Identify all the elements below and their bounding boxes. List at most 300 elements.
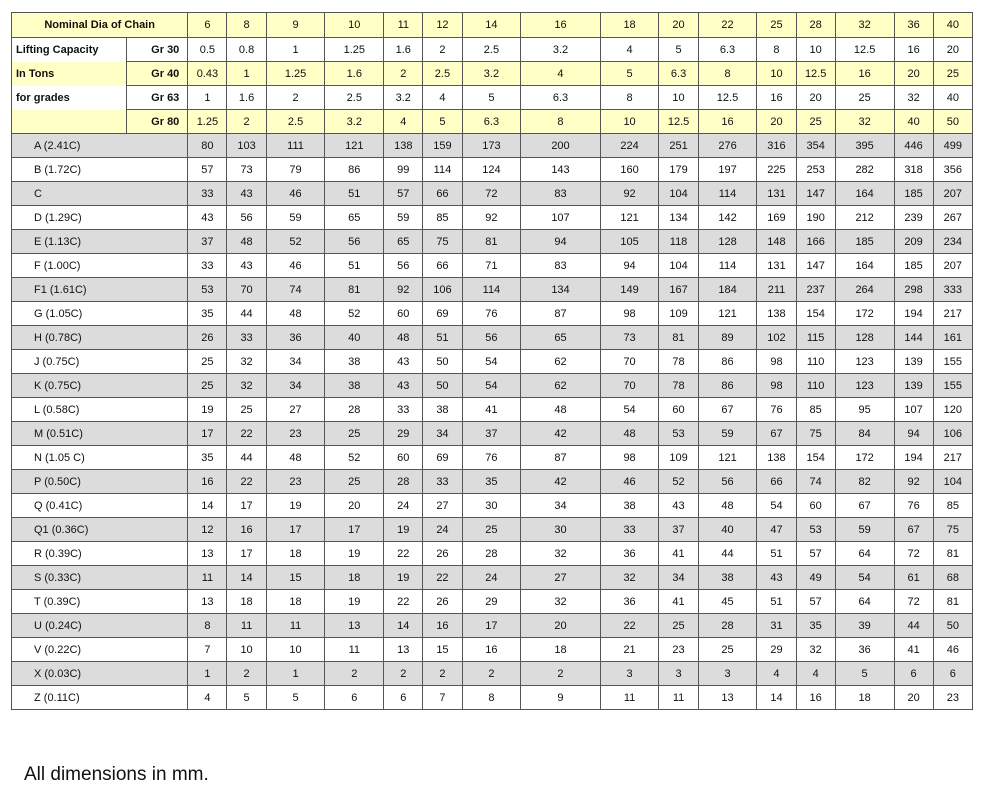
- dimension-value-cell: 104: [659, 182, 698, 206]
- dimension-value-cell: 62: [521, 374, 600, 398]
- dimension-value-cell: 16: [796, 686, 835, 710]
- dimension-value-cell: 76: [894, 494, 933, 518]
- dimension-value-cell: 84: [835, 422, 894, 446]
- dimension-row: [12, 398, 973, 422]
- capacity-cell: 4: [521, 62, 600, 86]
- dimension-value-cell: 72: [462, 182, 521, 206]
- capacity-cell: 8: [521, 110, 600, 134]
- dimension-value-cell: 20: [894, 686, 933, 710]
- dimension-value-cell: 139: [894, 374, 933, 398]
- dimension-value-cell: 64: [835, 590, 894, 614]
- dimension-value-cell: 66: [757, 470, 796, 494]
- dimension-value-cell: 95: [835, 398, 894, 422]
- grade-label: Gr 40: [127, 62, 188, 86]
- dimension-value-cell: 18: [325, 566, 384, 590]
- dimension-value-cell: 74: [796, 470, 835, 494]
- dimension-value-cell: 114: [423, 158, 462, 182]
- dimension-name: S (0.33C): [12, 566, 188, 590]
- capacity-cell: 32: [835, 110, 894, 134]
- capacity-cell: 20: [894, 62, 933, 86]
- capacity-cell: 40: [894, 110, 933, 134]
- dimension-value-cell: 98: [600, 302, 659, 326]
- dimension-row: [12, 302, 973, 326]
- dimension-row: [12, 134, 973, 158]
- capacity-cell: 6.3: [462, 110, 521, 134]
- dimension-value-cell: 2: [325, 662, 384, 686]
- dimension-value-cell: 46: [600, 470, 659, 494]
- dimension-row: [12, 590, 973, 614]
- dimension-value-cell: 446: [894, 134, 933, 158]
- dimension-value-cell: 23: [266, 470, 325, 494]
- dimension-value-cell: 57: [796, 542, 835, 566]
- dimension-value-cell: 217: [933, 302, 972, 326]
- dimension-value-cell: 154: [796, 302, 835, 326]
- dimension-value-cell: 36: [600, 542, 659, 566]
- dimension-value-cell: 34: [266, 350, 325, 374]
- capacity-cell: 16: [894, 38, 933, 62]
- dimension-value-cell: 28: [462, 542, 521, 566]
- diameter-header-cell: 25: [757, 13, 796, 38]
- dimension-value-cell: 138: [384, 134, 423, 158]
- dimension-value-cell: 149: [600, 278, 659, 302]
- dimension-value-cell: 13: [698, 686, 757, 710]
- dimension-value-cell: 25: [188, 374, 227, 398]
- dimension-value-cell: 85: [796, 398, 835, 422]
- diameter-header-cell: 20: [659, 13, 698, 38]
- dimension-name: X (0.03C): [12, 662, 188, 686]
- dimension-value-cell: 22: [384, 590, 423, 614]
- dimension-value-cell: 54: [462, 350, 521, 374]
- dimension-value-cell: 75: [423, 230, 462, 254]
- dimension-value-cell: 81: [933, 542, 972, 566]
- dimension-value-cell: 44: [227, 446, 266, 470]
- dimension-row: [12, 182, 973, 206]
- dimension-value-cell: 7: [423, 686, 462, 710]
- dimension-value-cell: 54: [835, 566, 894, 590]
- dimension-value-cell: 43: [384, 350, 423, 374]
- dimension-value-cell: 143: [521, 158, 600, 182]
- capacity-cell: 3.2: [521, 38, 600, 62]
- dimension-row: [12, 470, 973, 494]
- dimension-value-cell: 19: [384, 518, 423, 542]
- dimension-value-cell: 26: [423, 590, 462, 614]
- dimension-row: [12, 494, 973, 518]
- dimension-value-cell: 128: [835, 326, 894, 350]
- capacity-cell: 1.25: [266, 62, 325, 86]
- nominal-dia-label: Nominal Dia of Chain: [12, 13, 188, 38]
- dimension-value-cell: 37: [188, 230, 227, 254]
- dimension-value-cell: 107: [521, 206, 600, 230]
- dimension-name: B (1.72C): [12, 158, 188, 182]
- dimension-value-cell: 41: [894, 638, 933, 662]
- dimension-value-cell: 6: [933, 662, 972, 686]
- dimension-name: M (0.51C): [12, 422, 188, 446]
- dimension-value-cell: 253: [796, 158, 835, 182]
- dimension-value-cell: 138: [757, 302, 796, 326]
- dimension-value-cell: 11: [227, 614, 266, 638]
- dimension-value-cell: 15: [266, 566, 325, 590]
- dimension-value-cell: 41: [462, 398, 521, 422]
- dimension-value-cell: 44: [227, 302, 266, 326]
- dimension-value-cell: 87: [521, 446, 600, 470]
- dimension-value-cell: 59: [835, 518, 894, 542]
- dimension-name: Q (0.41C): [12, 494, 188, 518]
- dimension-value-cell: 316: [757, 134, 796, 158]
- dimension-value-cell: 3: [659, 662, 698, 686]
- dimension-value-cell: 234: [933, 230, 972, 254]
- dimension-value-cell: 19: [325, 542, 384, 566]
- dimension-value-cell: 46: [266, 254, 325, 278]
- dimension-value-cell: 25: [188, 350, 227, 374]
- dimension-value-cell: 51: [325, 254, 384, 278]
- dimension-value-cell: 98: [757, 350, 796, 374]
- dimension-value-cell: 86: [698, 350, 757, 374]
- dimension-value-cell: 92: [600, 182, 659, 206]
- dimension-value-cell: 11: [266, 614, 325, 638]
- dimension-value-cell: 14: [188, 494, 227, 518]
- diameter-header-cell: 22: [698, 13, 757, 38]
- dimension-value-cell: 1: [266, 662, 325, 686]
- dimension-value-cell: 52: [266, 230, 325, 254]
- dimension-value-cell: 38: [698, 566, 757, 590]
- dimension-value-cell: 161: [933, 326, 972, 350]
- dimension-value-cell: 74: [266, 278, 325, 302]
- dimension-value-cell: 33: [384, 398, 423, 422]
- dimension-value-cell: 35: [462, 470, 521, 494]
- capacity-cell: 16: [757, 86, 796, 110]
- dimension-value-cell: 29: [384, 422, 423, 446]
- dimension-value-cell: 147: [796, 254, 835, 278]
- dimension-value-cell: 92: [384, 278, 423, 302]
- dimension-value-cell: 70: [600, 350, 659, 374]
- dimension-value-cell: 14: [227, 566, 266, 590]
- dimension-value-cell: 42: [521, 422, 600, 446]
- capacity-cell: 10: [600, 110, 659, 134]
- dimension-value-cell: 35: [796, 614, 835, 638]
- dimension-value-cell: 167: [659, 278, 698, 302]
- dimension-value-cell: 81: [659, 326, 698, 350]
- dimension-value-cell: 13: [325, 614, 384, 638]
- dimension-value-cell: 33: [227, 326, 266, 350]
- dimension-value-cell: 200: [521, 134, 600, 158]
- dimension-value-cell: 106: [933, 422, 972, 446]
- dimension-value-cell: 8: [462, 686, 521, 710]
- dimension-value-cell: 31: [757, 614, 796, 638]
- diameter-header-cell: 28: [796, 13, 835, 38]
- dimension-value-cell: 48: [698, 494, 757, 518]
- dimension-row: [12, 542, 973, 566]
- dimension-value-cell: 82: [835, 470, 894, 494]
- dimension-value-cell: 169: [757, 206, 796, 230]
- dimension-value-cell: 121: [600, 206, 659, 230]
- dimension-value-cell: 6: [325, 686, 384, 710]
- capacity-cell: 0.5: [188, 38, 227, 62]
- dimension-value-cell: 75: [933, 518, 972, 542]
- dimension-value-cell: 159: [423, 134, 462, 158]
- dimension-value-cell: 18: [835, 686, 894, 710]
- dimension-value-cell: 24: [423, 518, 462, 542]
- capacity-cell: 20: [796, 86, 835, 110]
- lifting-capacity-row: [12, 62, 973, 86]
- dimension-value-cell: 37: [462, 422, 521, 446]
- diameter-header-cell: 6: [188, 13, 227, 38]
- dimension-value-cell: 34: [659, 566, 698, 590]
- dimension-value-cell: 25: [659, 614, 698, 638]
- dimension-name: L (0.58C): [12, 398, 188, 422]
- capacity-cell: 12.5: [698, 86, 757, 110]
- dimension-value-cell: 48: [266, 302, 325, 326]
- dimension-value-cell: 13: [384, 638, 423, 662]
- dimension-value-cell: 18: [227, 590, 266, 614]
- dimension-row: [12, 350, 973, 374]
- diameter-header-cell: 36: [894, 13, 933, 38]
- dimension-value-cell: 155: [933, 350, 972, 374]
- dimension-value-cell: 17: [227, 542, 266, 566]
- dimension-value-cell: 40: [698, 518, 757, 542]
- dimension-value-cell: 33: [188, 182, 227, 206]
- dimension-value-cell: 35: [188, 446, 227, 470]
- capacity-cell: 5: [659, 38, 698, 62]
- dimension-value-cell: 39: [835, 614, 894, 638]
- dimension-value-cell: 123: [835, 350, 894, 374]
- dimension-value-cell: 185: [894, 254, 933, 278]
- capacity-cell: 25: [835, 86, 894, 110]
- dimension-value-cell: 37: [659, 518, 698, 542]
- dimension-value-cell: 51: [423, 326, 462, 350]
- dimension-value-cell: 225: [757, 158, 796, 182]
- dimension-value-cell: 73: [600, 326, 659, 350]
- dimension-value-cell: 267: [933, 206, 972, 230]
- dimension-value-cell: 56: [462, 326, 521, 350]
- dimension-value-cell: 4: [796, 662, 835, 686]
- chain-dimension-table: [11, 12, 973, 710]
- dimension-value-cell: 114: [698, 182, 757, 206]
- dimension-value-cell: 53: [659, 422, 698, 446]
- capacity-cell: 6.3: [659, 62, 698, 86]
- dimension-value-cell: 22: [423, 566, 462, 590]
- capacity-cell: 20: [757, 110, 796, 134]
- dimension-value-cell: 38: [325, 374, 384, 398]
- dimension-value-cell: 32: [521, 542, 600, 566]
- dimension-value-cell: 41: [659, 542, 698, 566]
- dimension-row: [12, 638, 973, 662]
- dimension-value-cell: 24: [462, 566, 521, 590]
- dimension-value-cell: 2: [384, 662, 423, 686]
- dimension-value-cell: 173: [462, 134, 521, 158]
- dimension-value-cell: 17: [227, 494, 266, 518]
- capacity-cell: 2: [227, 110, 266, 134]
- dimension-value-cell: 69: [423, 446, 462, 470]
- dimension-value-cell: 111: [266, 134, 325, 158]
- dimension-value-cell: 19: [384, 566, 423, 590]
- dimension-value-cell: 65: [384, 230, 423, 254]
- capacity-cell: 25: [796, 110, 835, 134]
- dimension-value-cell: 38: [423, 398, 462, 422]
- dimension-value-cell: 298: [894, 278, 933, 302]
- dimension-value-cell: 54: [757, 494, 796, 518]
- capacity-cell: 20: [933, 38, 972, 62]
- dimension-value-cell: 11: [325, 638, 384, 662]
- dimension-value-cell: 2: [462, 662, 521, 686]
- dimension-value-cell: 105: [600, 230, 659, 254]
- diameter-header-cell: 14: [462, 13, 521, 38]
- lifting-capacity-label: [12, 110, 127, 134]
- dimension-value-cell: 73: [227, 158, 266, 182]
- dimension-value-cell: 264: [835, 278, 894, 302]
- dimension-value-cell: 17: [462, 614, 521, 638]
- dimension-value-cell: 10: [266, 638, 325, 662]
- header-row: [12, 13, 973, 38]
- dimension-value-cell: 109: [659, 446, 698, 470]
- dimension-row: [12, 374, 973, 398]
- diameter-header-cell: 9: [266, 13, 325, 38]
- dimension-value-cell: 32: [521, 590, 600, 614]
- dimension-value-cell: 38: [325, 350, 384, 374]
- capacity-cell: 2: [384, 62, 423, 86]
- dimension-value-cell: 43: [227, 182, 266, 206]
- dimension-value-cell: 148: [757, 230, 796, 254]
- dimension-value-cell: 115: [796, 326, 835, 350]
- dimension-row: [12, 254, 973, 278]
- dimension-value-cell: 72: [894, 590, 933, 614]
- capacity-cell: 1.6: [384, 38, 423, 62]
- dimension-value-cell: 179: [659, 158, 698, 182]
- dimension-value-cell: 48: [600, 422, 659, 446]
- diameter-header-cell: 40: [933, 13, 972, 38]
- dimension-value-cell: 128: [698, 230, 757, 254]
- capacity-cell: 10: [659, 86, 698, 110]
- dimension-value-cell: 7: [188, 638, 227, 662]
- dimension-value-cell: 66: [423, 182, 462, 206]
- capacity-cell: 10: [796, 38, 835, 62]
- dimension-name: H (0.78C): [12, 326, 188, 350]
- dimension-name: A (2.41C): [12, 134, 188, 158]
- dimension-value-cell: 104: [933, 470, 972, 494]
- capacity-cell: 2.5: [325, 86, 384, 110]
- dimension-value-cell: 46: [266, 182, 325, 206]
- dimension-name: P (0.50C): [12, 470, 188, 494]
- dimension-value-cell: 8: [188, 614, 227, 638]
- dimension-value-cell: 172: [835, 446, 894, 470]
- dimension-value-cell: 318: [894, 158, 933, 182]
- dimension-value-cell: 43: [188, 206, 227, 230]
- dimension-value-cell: 124: [462, 158, 521, 182]
- dimension-value-cell: 25: [698, 638, 757, 662]
- dimension-value-cell: 20: [521, 614, 600, 638]
- dimension-value-cell: 35: [188, 302, 227, 326]
- capacity-cell: 3.2: [325, 110, 384, 134]
- dimension-value-cell: 71: [462, 254, 521, 278]
- dimension-value-cell: 33: [600, 518, 659, 542]
- dimension-value-cell: 106: [423, 278, 462, 302]
- dimension-value-cell: 104: [659, 254, 698, 278]
- grade-label: Gr 63: [127, 86, 188, 110]
- dimension-value-cell: 67: [757, 422, 796, 446]
- chain-dimension-table-container: [11, 12, 973, 785]
- dimension-value-cell: 144: [894, 326, 933, 350]
- dimension-value-cell: 131: [757, 254, 796, 278]
- capacity-cell: 1.25: [325, 38, 384, 62]
- dimension-value-cell: 59: [266, 206, 325, 230]
- dimension-value-cell: 83: [521, 254, 600, 278]
- dimension-value-cell: 26: [423, 542, 462, 566]
- capacity-cell: 2: [266, 86, 325, 110]
- capacity-cell: 3.2: [384, 86, 423, 110]
- dimension-value-cell: 60: [659, 398, 698, 422]
- dimension-value-cell: 6: [894, 662, 933, 686]
- dimension-value-cell: 6: [384, 686, 423, 710]
- capacity-cell: 10: [757, 62, 796, 86]
- dimension-name: C: [12, 182, 188, 206]
- dimension-name: Z (0.11C): [12, 686, 188, 710]
- dimension-value-cell: 142: [698, 206, 757, 230]
- dimension-value-cell: 52: [325, 302, 384, 326]
- dimension-value-cell: 11: [600, 686, 659, 710]
- dimension-name: U (0.24C): [12, 614, 188, 638]
- dimension-name: T (0.39C): [12, 590, 188, 614]
- capacity-cell: 1.25: [188, 110, 227, 134]
- dimension-value-cell: 25: [325, 422, 384, 446]
- dimension-value-cell: 78: [659, 374, 698, 398]
- dimension-value-cell: 45: [698, 590, 757, 614]
- dimension-value-cell: 194: [894, 446, 933, 470]
- lifting-capacity-row: [12, 86, 973, 110]
- dimension-value-cell: 56: [325, 230, 384, 254]
- dimension-value-cell: 34: [266, 374, 325, 398]
- dimension-value-cell: 83: [521, 182, 600, 206]
- dimension-value-cell: 5: [835, 662, 894, 686]
- dimension-value-cell: 79: [266, 158, 325, 182]
- dimension-name: N (1.05 C): [12, 446, 188, 470]
- dimension-value-cell: 237: [796, 278, 835, 302]
- dimension-value-cell: 48: [384, 326, 423, 350]
- capacity-cell: 50: [933, 110, 972, 134]
- capacity-cell: 1: [266, 38, 325, 62]
- dimension-value-cell: 121: [325, 134, 384, 158]
- capacity-cell: 2.5: [462, 38, 521, 62]
- capacity-cell: 6.3: [521, 86, 600, 110]
- dimension-value-cell: 16: [462, 638, 521, 662]
- dimension-value-cell: 72: [894, 542, 933, 566]
- dimension-value-cell: 23: [659, 638, 698, 662]
- dimension-value-cell: 276: [698, 134, 757, 158]
- dimension-value-cell: 103: [227, 134, 266, 158]
- dimension-value-cell: 18: [266, 542, 325, 566]
- dimension-value-cell: 43: [757, 566, 796, 590]
- dimension-value-cell: 69: [423, 302, 462, 326]
- dimension-value-cell: 3: [600, 662, 659, 686]
- dimension-value-cell: 109: [659, 302, 698, 326]
- dimension-value-cell: 66: [423, 254, 462, 278]
- capacity-cell: 0.43: [188, 62, 227, 86]
- dimension-value-cell: 25: [462, 518, 521, 542]
- dimension-value-cell: 356: [933, 158, 972, 182]
- diameter-header-cell: 32: [835, 13, 894, 38]
- dimension-value-cell: 85: [933, 494, 972, 518]
- dimension-value-cell: 98: [600, 446, 659, 470]
- dimension-value-cell: 5: [227, 686, 266, 710]
- dimension-value-cell: 56: [227, 206, 266, 230]
- dimension-value-cell: 32: [600, 566, 659, 590]
- dimension-value-cell: 32: [796, 638, 835, 662]
- capacity-cell: 2: [423, 38, 462, 62]
- dimension-value-cell: 62: [521, 350, 600, 374]
- dimension-value-cell: 2: [423, 662, 462, 686]
- dimension-value-cell: 38: [600, 494, 659, 518]
- dimension-value-cell: 4: [757, 662, 796, 686]
- dimension-name: R (0.39C): [12, 542, 188, 566]
- lifting-capacity-label: Lifting Capacity: [12, 38, 127, 62]
